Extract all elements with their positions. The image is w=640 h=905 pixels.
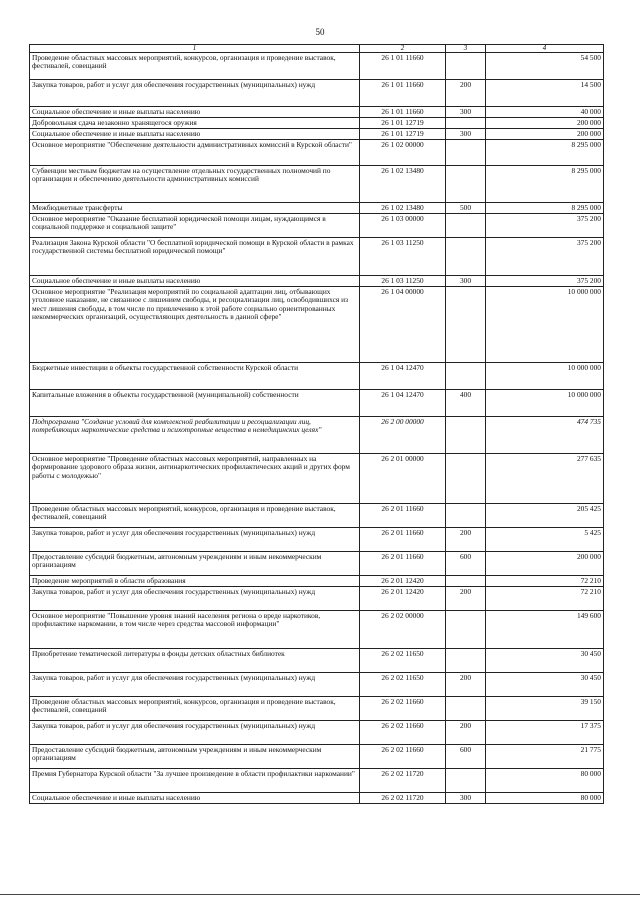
row-amount: 80 000 — [486, 769, 604, 793]
table-row — [30, 576, 604, 587]
row-amount: 8 295 000 — [486, 203, 604, 214]
row-name: Предоставление субсидий бюджетным, автономным учреждениям и иным некоммерческим организациям — [30, 745, 360, 769]
table-row — [30, 287, 604, 363]
row-code: 26 1 01 11660 — [360, 107, 446, 118]
page-number: 50 — [315, 27, 325, 37]
table-row — [30, 528, 604, 552]
row-code: 26 2 02 11660 — [360, 697, 446, 721]
table-row — [30, 697, 604, 721]
row-name: Проведение областных массовых мероприятий, конкурсов, организация и проведение выставок, фестивалей, совещаний — [30, 504, 360, 528]
row-code: 26 2 02 11650 — [360, 649, 446, 673]
table-row — [30, 80, 604, 107]
row-vr: 200 — [446, 587, 486, 611]
row-code: 26 2 01 12420 — [360, 576, 446, 587]
row-name: Субвенции местным бюджетам на осуществление отдельных государственных полномочий по организации и обеспечению деятельности административных комиссий — [30, 166, 360, 203]
column-header-vr: 3 — [446, 45, 486, 53]
row-amount: 149 600 — [486, 611, 604, 649]
row-vr: 200 — [446, 673, 486, 697]
row-code: 26 1 04 12470 — [360, 390, 446, 417]
row-name: Социальное обеспечение и иные выплаты населению — [30, 107, 360, 118]
row-vr — [446, 697, 486, 721]
table-row — [30, 214, 604, 238]
row-name: Социальное обеспечение и иные выплаты населению — [30, 276, 360, 287]
row-vr: 600 — [446, 552, 486, 576]
row-amount: 14 500 — [486, 80, 604, 107]
column-header-code: 2 — [360, 45, 446, 53]
table-row — [30, 53, 604, 80]
row-vr — [446, 769, 486, 793]
row-amount: 72 210 — [486, 576, 604, 587]
row-code: 26 1 01 12719 — [360, 129, 446, 140]
row-vr: 300 — [446, 793, 486, 804]
row-amount: 200 000 — [486, 118, 604, 129]
row-name: Проведение мероприятий в области образования — [30, 576, 360, 587]
row-code: 26 2 02 11720 — [360, 793, 446, 804]
table-row — [30, 203, 604, 214]
row-code: 26 1 01 12719 — [360, 118, 446, 129]
table-row — [30, 390, 604, 417]
table-row — [30, 673, 604, 697]
row-amount: 30 450 — [486, 673, 604, 697]
row-code: 26 1 01 11660 — [360, 80, 446, 107]
row-vr — [446, 504, 486, 528]
row-amount: 200 000 — [486, 129, 604, 140]
row-vr: 600 — [446, 745, 486, 769]
row-name: Основное мероприятие "Проведение областных массовых мероприятий, направленных на формирование здорового образа жизни, антинаркотических профилактических акций и других форм работы с молодежью" — [30, 454, 360, 504]
table-row — [30, 769, 604, 793]
row-name: Закупка товаров, работ и услуг для обеспечения государственных (муниципальных) нужд — [30, 80, 360, 107]
table-row — [30, 793, 604, 804]
row-amount: 474 735 — [486, 417, 604, 454]
row-code: 26 2 02 11720 — [360, 769, 446, 793]
row-name: Социальное обеспечение и иные выплаты населению — [30, 129, 360, 140]
row-name: Приобретение тематической литературы в фонды детских областных библиотек — [30, 649, 360, 673]
row-amount: 40 000 — [486, 107, 604, 118]
row-vr — [446, 287, 486, 363]
row-amount: 205 425 — [486, 504, 604, 528]
row-amount: 200 000 — [486, 552, 604, 576]
row-vr — [446, 214, 486, 238]
row-name: Основное мероприятие "Повышение уровня знаний населения региона о вреде наркотиков, профилактике наркомании, в том числе через средства массовой информации" — [30, 611, 360, 649]
row-name: Добровольная сдача незаконно хранящегося оружия — [30, 118, 360, 129]
table-row — [30, 129, 604, 140]
row-amount: 39 150 — [486, 697, 604, 721]
row-amount: 375 200 — [486, 238, 604, 276]
row-code: 26 1 03 11250 — [360, 238, 446, 276]
row-code: 26 2 02 00000 — [360, 611, 446, 649]
row-name: Закупка товаров, работ и услуг для обеспечения государственных (муниципальных) нужд — [30, 673, 360, 697]
row-name: Основное мероприятие "Оказание бесплатной юридической помощи лицам, нуждающимся в социальной поддержке и социальной защите" — [30, 214, 360, 238]
row-amount: 72 210 — [486, 587, 604, 611]
row-amount: 10 000 000 — [486, 390, 604, 417]
row-amount: 10 000 000 — [486, 287, 604, 363]
row-vr — [446, 576, 486, 587]
row-code: 26 2 00 00000 — [360, 417, 446, 454]
table-row — [30, 166, 604, 203]
bottom-divider — [0, 894, 640, 895]
row-name: Реализация Закона Курской области "О бесплатной юридической помощи в Курской области в рамках государственной системы бесплатной юридической помощи" — [30, 238, 360, 276]
budget-table — [29, 44, 604, 804]
table-row — [30, 611, 604, 649]
row-code: 26 1 03 00000 — [360, 214, 446, 238]
row-amount: 80 000 — [486, 793, 604, 804]
row-code: 26 2 01 11660 — [360, 552, 446, 576]
row-amount: 10 000 000 — [486, 363, 604, 390]
column-header-amount: 4 — [486, 45, 604, 53]
row-code: 26 2 01 11660 — [360, 504, 446, 528]
row-vr: 300 — [446, 107, 486, 118]
row-name: Закупка товаров, работ и услуг для обеспечения государственных (муниципальных) нужд — [30, 721, 360, 745]
table-row — [30, 454, 604, 504]
table-row — [30, 140, 604, 166]
row-code: 26 1 04 12470 — [360, 363, 446, 390]
row-vr — [446, 53, 486, 80]
row-name: Проведение областных массовых мероприятий, конкурсов, организация и проведение выставок, фестивалей, совещаний — [30, 697, 360, 721]
row-name: Предоставление субсидий бюджетным, автономным учреждениям и иным некоммерческим организациям — [30, 552, 360, 576]
table-row — [30, 721, 604, 745]
row-vr: 500 — [446, 203, 486, 214]
table-row — [30, 276, 604, 287]
row-vr — [446, 649, 486, 673]
table-row — [30, 417, 604, 454]
row-vr — [446, 166, 486, 203]
row-vr: 300 — [446, 276, 486, 287]
row-code: 26 2 01 00000 — [360, 454, 446, 504]
row-name: Межбюджетные трансферты — [30, 203, 360, 214]
row-name: Проведение областных массовых мероприятий, конкурсов, организация и проведение выставок, фестивалей, совещаний — [30, 53, 360, 80]
row-vr — [446, 417, 486, 454]
row-vr — [446, 611, 486, 649]
row-amount: 8 295 000 — [486, 166, 604, 203]
table-row — [30, 238, 604, 276]
row-vr: 200 — [446, 721, 486, 745]
row-name: Социальное обеспечение и иные выплаты населению — [30, 793, 360, 804]
row-code: 26 1 02 13480 — [360, 166, 446, 203]
row-amount: 375 200 — [486, 276, 604, 287]
table-header-row — [30, 45, 604, 53]
row-amount: 375 200 — [486, 214, 604, 238]
row-name: Основное мероприятие "Обеспечение деятельности административных комиссий в Курской области" — [30, 140, 360, 166]
row-code: 26 1 01 11660 — [360, 53, 446, 80]
row-vr: 200 — [446, 528, 486, 552]
row-code: 26 2 02 11650 — [360, 673, 446, 697]
row-vr: 300 — [446, 129, 486, 140]
row-name: Премия Губернатора Курской области "За лучшее произведение в области профилактики наркомании" — [30, 769, 360, 793]
table-row — [30, 363, 604, 390]
table-row — [30, 107, 604, 118]
row-name: Подпрограмма "Создание условий для комплексной реабилитации и ресоциализации лиц, потребляющих наркотические средства и психотропные вещества в немедицинских целях" — [30, 417, 360, 454]
row-amount: 17 375 — [486, 721, 604, 745]
row-amount: 277 635 — [486, 454, 604, 504]
row-amount: 5 425 — [486, 528, 604, 552]
table-row — [30, 649, 604, 673]
row-vr — [446, 140, 486, 166]
table-row — [30, 118, 604, 129]
row-name: Закупка товаров, работ и услуг для обеспечения государственных (муниципальных) нужд — [30, 528, 360, 552]
row-vr — [446, 454, 486, 504]
table-body — [30, 53, 604, 804]
row-name: Закупка товаров, работ и услуг для обеспечения государственных (муниципальных) нужд — [30, 587, 360, 611]
row-vr — [446, 238, 486, 276]
table-row — [30, 504, 604, 528]
row-amount: 8 295 000 — [486, 140, 604, 166]
row-code: 26 1 03 11250 — [360, 276, 446, 287]
row-code: 26 2 02 11660 — [360, 721, 446, 745]
column-header-name: 1 — [30, 45, 360, 53]
row-amount: 30 450 — [486, 649, 604, 673]
row-code: 26 1 02 13480 — [360, 203, 446, 214]
row-name: Основное мероприятие "Реализация мероприятий по социальной адаптации лиц, отбывающих уголовное наказание, не связанное с лишением свободы, и ресоциализации лиц, освободившихся из мест лишения свободы, в том числе по привлечению к этой работе социально ориентированных некоммерческих организаций, осуществляющих деятельность в данной сфере" — [30, 287, 360, 363]
row-code: 26 2 01 11660 — [360, 528, 446, 552]
row-vr — [446, 363, 486, 390]
row-vr — [446, 118, 486, 129]
table-row — [30, 552, 604, 576]
row-code: 26 1 04 00000 — [360, 287, 446, 363]
row-code: 26 2 02 11660 — [360, 745, 446, 769]
row-amount: 54 500 — [486, 53, 604, 80]
row-vr: 400 — [446, 390, 486, 417]
row-vr: 200 — [446, 80, 486, 107]
table-row — [30, 587, 604, 611]
row-code: 26 1 02 00000 — [360, 140, 446, 166]
row-name: Капитальные вложения в объекты государственной (муниципальной) собственности — [30, 390, 360, 417]
row-amount: 21 775 — [486, 745, 604, 769]
row-code: 26 2 01 12420 — [360, 587, 446, 611]
row-name: Бюджетные инвестиции в объекты государственной собственности Курской области — [30, 363, 360, 390]
table-row — [30, 745, 604, 769]
